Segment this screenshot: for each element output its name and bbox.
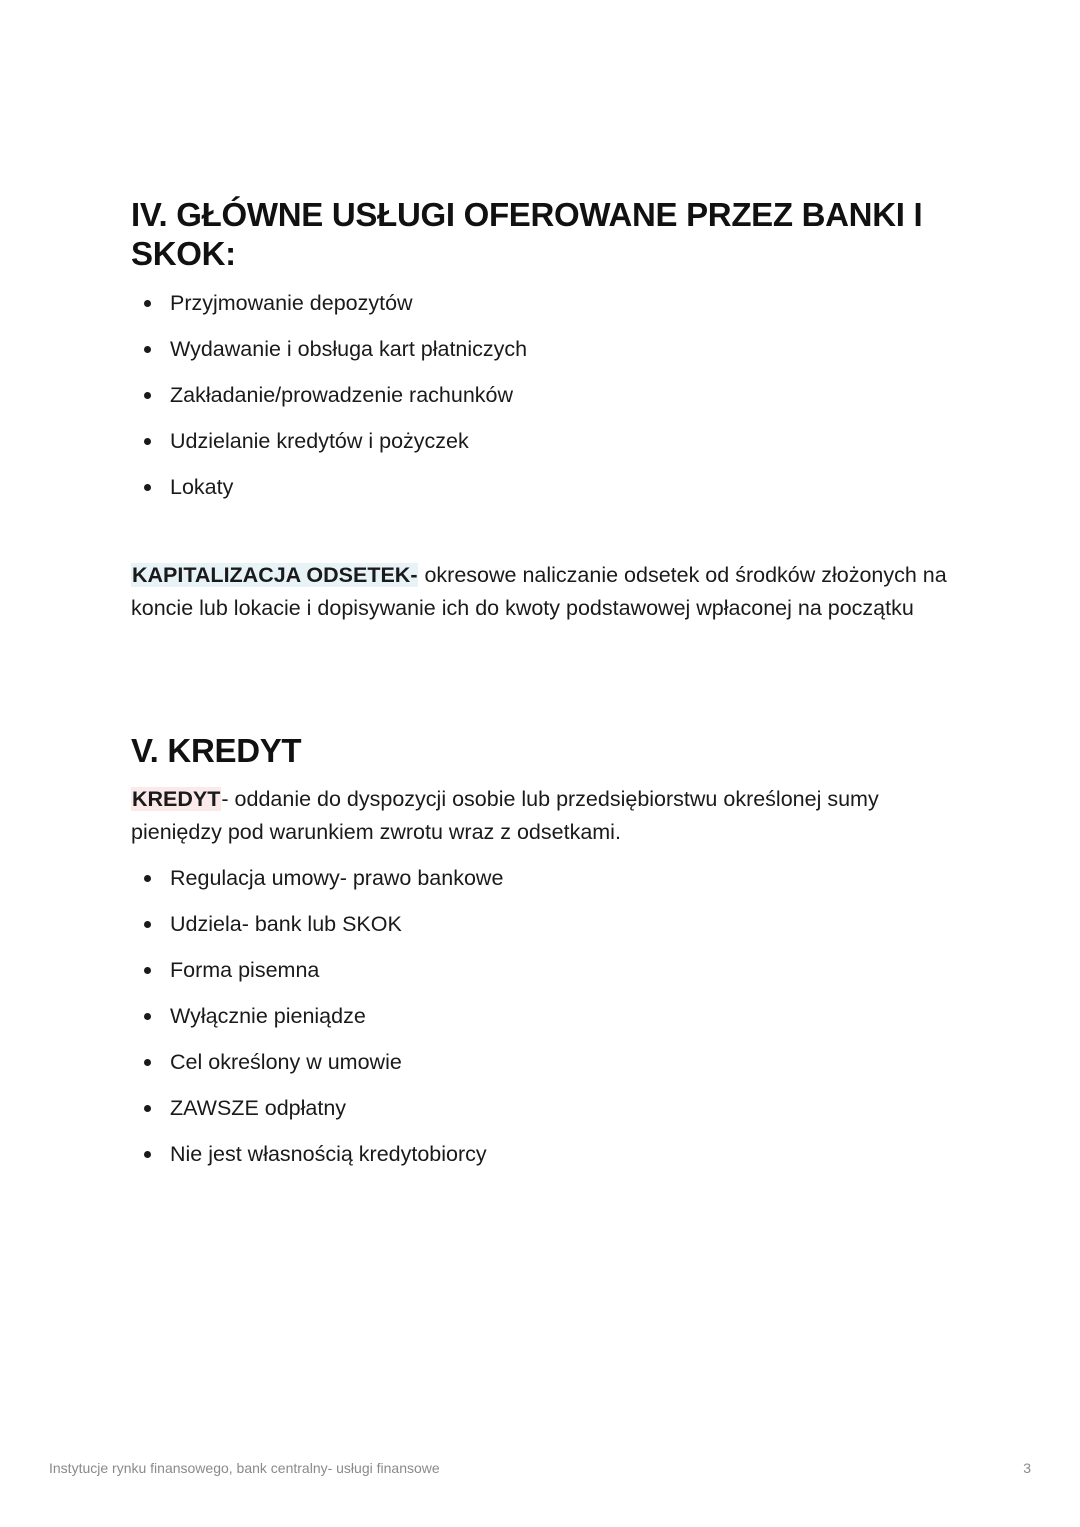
credit-features-list <box>141 855 503 1177</box>
list-item: ZAWSZE odpłatny <box>141 1085 503 1131</box>
page-number: 3 <box>1023 1460 1031 1476</box>
kapitalizacja-definition <box>131 559 951 624</box>
bullet-icon <box>144 1013 151 1020</box>
kapitalizacja-term: KAPITALIZACJA ODSETEK- <box>132 563 418 587</box>
list-item: Zakładanie/prowadzenie rachunków <box>141 372 527 418</box>
list-item: Przyjmowanie depozytów <box>141 280 527 326</box>
list-item: Cel określony w umowie <box>141 1039 503 1085</box>
bullet-icon <box>144 875 151 882</box>
list-item: Regulacja umowy- prawo bankowe <box>141 855 503 901</box>
bullet-icon <box>144 392 151 399</box>
kredyt-text: - oddanie do dyspozycji osobie lub przedsiębiorstwu określonej sumy pieniędzy pod warunkiem zwrotu wraz z odsetkami. <box>131 787 879 844</box>
bullet-icon <box>144 1105 151 1112</box>
bullet-icon <box>144 1059 151 1066</box>
page-footer <box>49 1460 1031 1476</box>
bullet-icon <box>144 346 151 353</box>
footer-title: Instytucje rynku finansowego, bank centralny- usługi finansowe <box>49 1460 440 1476</box>
list-item: Udzielanie kredytów i pożyczek <box>141 418 527 464</box>
list-item: Wyłącznie pieniądze <box>141 993 503 1039</box>
list-item: Wydawanie i obsługa kart płatniczych <box>141 326 527 372</box>
kapitalizacja-text: okresowe naliczanie odsetek od środków złożonych na koncie lub lokacie i dopisywanie ich do kwoty podstawowej wpłaconej na początku <box>131 563 947 620</box>
bullet-icon <box>144 300 151 307</box>
section-4-heading: IV. GŁÓWNE USŁUGI OFEROWANE PRZEZ BANKI I SKOK: <box>131 196 923 272</box>
list-item: Forma pisemna <box>141 947 503 993</box>
list-item: Lokaty <box>141 464 527 510</box>
bullet-icon <box>144 921 151 928</box>
services-list <box>141 280 527 510</box>
section-5-heading: V. KREDYT <box>131 732 302 769</box>
list-item: Nie jest własnością kredytobiorcy <box>141 1131 503 1177</box>
bullet-icon <box>144 1151 151 1158</box>
bullet-icon <box>144 967 151 974</box>
bullet-icon <box>144 438 151 445</box>
bullet-icon <box>144 484 151 491</box>
list-item: Udziela- bank lub SKOK <box>141 901 503 947</box>
kredyt-definition <box>131 783 951 848</box>
kredyt-term: KREDYT <box>132 787 221 811</box>
